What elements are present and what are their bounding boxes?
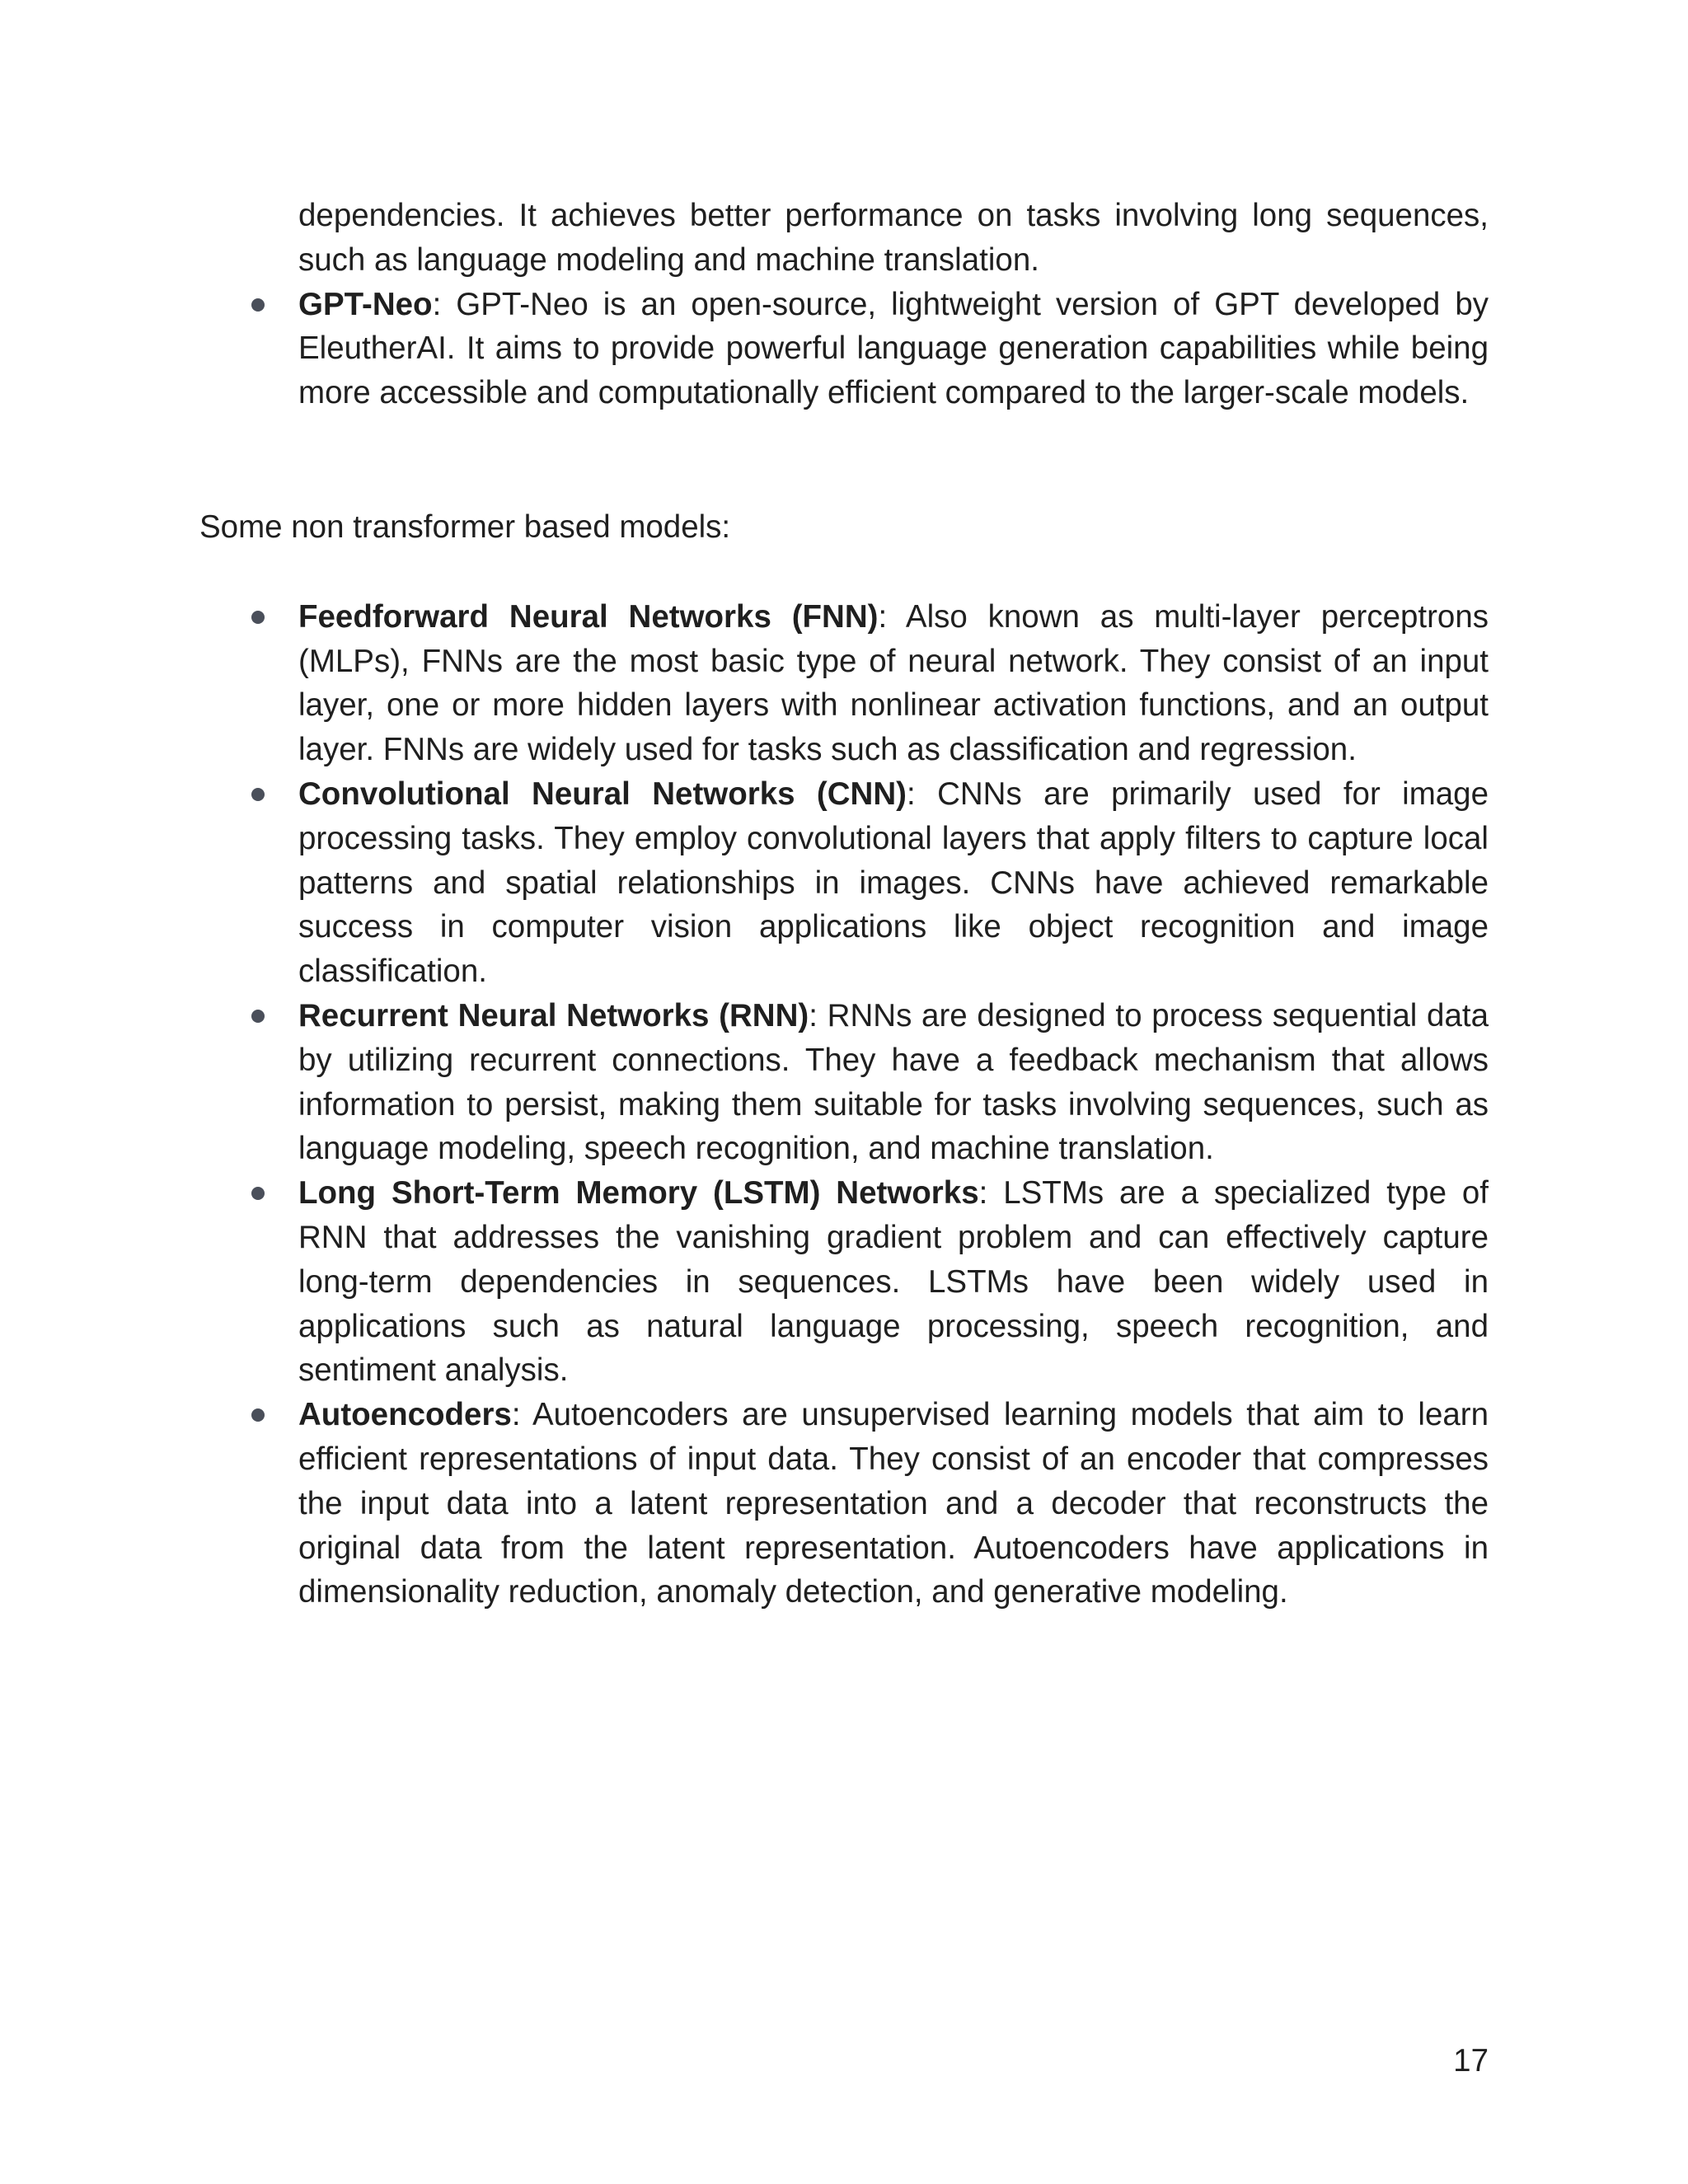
bullet-icon xyxy=(251,298,265,312)
page-number: 17 xyxy=(1453,2043,1489,2079)
page-content xyxy=(199,194,1489,1615)
list-item-cnn xyxy=(199,772,1489,994)
item-term: Long Short-Term Memory (LSTM) Networks xyxy=(298,1175,979,1212)
section-intro: Some non transformer based models: xyxy=(199,509,731,545)
item-description: : Autoencoders are unsupervised learning models that aim to learn efficient representations of input data. They consist of an encoder that compresses the input data into a latent representation and a decoder that reconstructs the original data from the latent representation. Autoencoders have applications in dimensionality reduction, anomaly detection, and generative modeling. xyxy=(298,1397,1489,1610)
bullet-icon xyxy=(251,788,265,801)
list-item-gpt-neo xyxy=(199,283,1489,415)
list-item-lstm xyxy=(199,1171,1489,1393)
item-description: : CNNs are primarily used for image processing tasks. They employ convolutional layers that apply filters to capture local patterns and spatial relationships in images. CNNs have achieved remarkable success in computer vision applications like object recognition and image classification. xyxy=(298,776,1489,990)
list-item-rnn xyxy=(199,994,1489,1171)
bullet-icon xyxy=(251,1408,265,1422)
item-term: GPT-Neo xyxy=(298,286,433,322)
list-item-fnn xyxy=(199,595,1489,772)
bullet-icon xyxy=(251,1187,265,1200)
item-description: : GPT-Neo is an open-source, lightweight version of GPT developed by EleutherAI. It aims to provide powerful language generation capabilities while being more accessible and computationally efficient compared to the larger-scale models. xyxy=(298,286,1489,411)
list-item-autoencoders xyxy=(199,1393,1489,1615)
item-term: Autoencoders xyxy=(298,1397,512,1433)
bullet-icon xyxy=(251,1010,265,1023)
transformer-model-list xyxy=(199,283,1489,415)
non-transformer-model-list xyxy=(199,595,1489,1615)
bullet-icon xyxy=(251,611,265,624)
item-description: : Also known as multi-layer perceptrons (MLPs), FNNs are the most basic type of neural network. They consist of an input layer, one or more hidden layers with nonlinear activation functions, and an output layer. FNNs are widely used for tasks such as classification and regression. xyxy=(298,598,1489,768)
item-term: Feedforward Neural Networks (FNN) xyxy=(298,598,879,635)
item-term: Convolutional Neural Networks (CNN) xyxy=(298,776,907,812)
item-term: Recurrent Neural Networks (RNN) xyxy=(298,997,809,1033)
item-description: : RNNs are designed to process sequential data by utilizing recurrent connections. They have a feedback mechanism that allows information to persist, making them suitable for tasks involving sequences, such as language modeling, speech recognition, and machine translation. xyxy=(298,997,1489,1167)
continued-paragraph: dependencies. It achieves better performance on tasks involving long sequences, such as language modeling and machine translation. xyxy=(298,198,1489,278)
item-description: : LSTMs are a specialized type of RNN that addresses the vanishing gradient problem and can effectively capture long-term dependencies in sequences. LSTMs have been widely used in applications such as natural language processing, speech recognition, and sentiment analysis. xyxy=(298,1175,1489,1389)
